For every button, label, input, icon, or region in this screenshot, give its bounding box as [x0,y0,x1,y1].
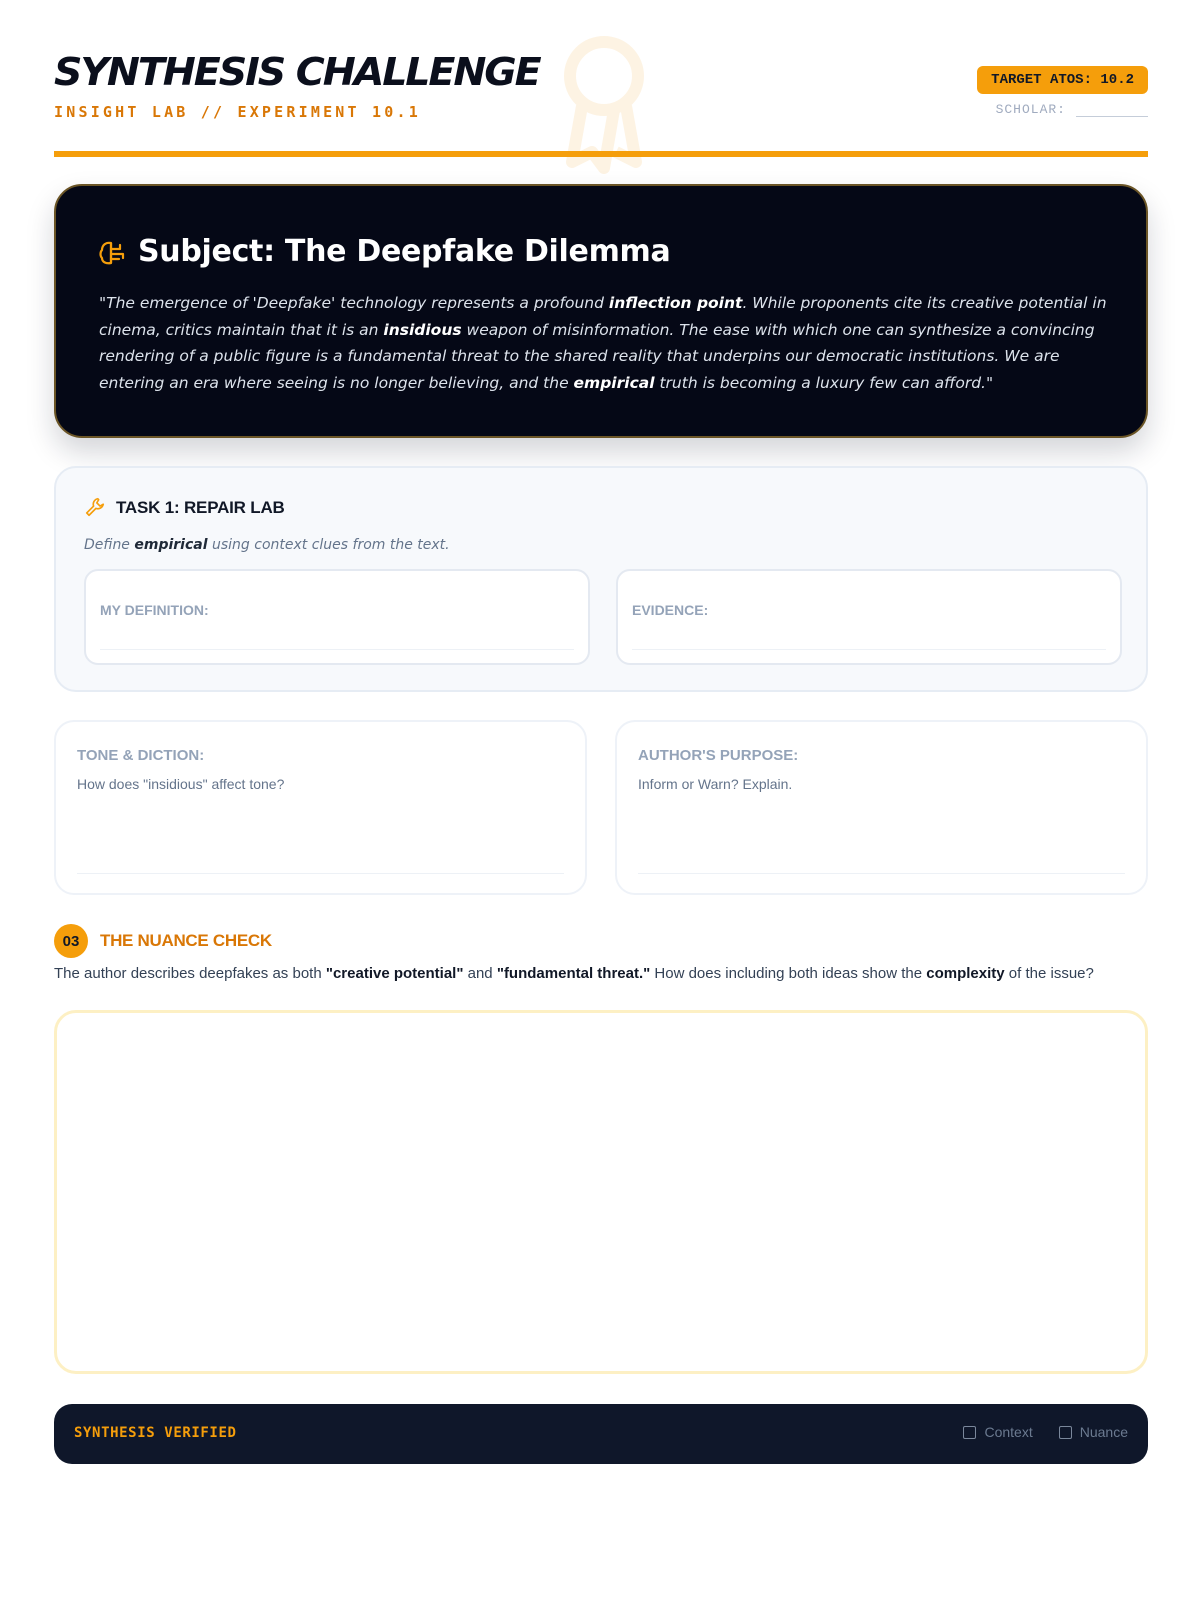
vocab-inflection-point: inflection point [608,294,743,312]
page-subtitle: INSIGHT LAB // EXPERIMENT 10.1 [54,103,421,121]
evidence-answer-box[interactable] [616,569,1122,665]
nuance-writing-area[interactable] [54,1010,1148,1374]
tone-writing-line[interactable] [77,873,564,874]
target-atos-badge: TARGET ATOS: 10.2 [977,66,1148,94]
section-number-badge: 03 [54,924,88,958]
subject-card [54,184,1148,438]
vocab-insidious: insidious [383,320,462,339]
subject-title: Subject: The Deepfake Dilemma [138,234,671,269]
authors-purpose-label: AUTHOR'S PURPOSE: [638,747,799,764]
scholar-label: SCHOLAR: [995,102,1066,117]
verification-checklist [963,1424,1128,1440]
nuance-check-title: THE NUANCE CHECK [100,931,272,950]
definition-answer-box[interactable] [84,569,590,665]
nuance-checkbox[interactable] [1059,1424,1128,1440]
header-divider [54,151,1148,157]
scholar-input-line[interactable] [1076,105,1148,117]
header [54,50,1148,158]
authors-purpose-question: Inform or Warn? Explain. [638,776,793,792]
footer-bar [54,1404,1148,1464]
task1-prompt: Define empirical using context clues from the text. [84,537,450,553]
purpose-writing-line[interactable] [638,873,1125,874]
evidence-label: EVIDENCE: [632,602,709,618]
definition-writing-line[interactable] [100,649,574,650]
context-checkbox[interactable] [963,1424,1032,1440]
nuance-check-label: Nuance [1079,1424,1128,1440]
subject-quote: "The emergence of 'Deepfake' technology represents a profound inflection point. While proponents cite its creative potential in cinema, critics maintain that it is an insidious weapon of misinformation. The ease with which one can synthesize a convincing rendering of a public figure is a fundamental threat to the shared reality that underpins our democratic institutions. We are entering an era where seeing is no longer believing, and the empirical truth is becoming a luxury few can afford." [99,294,1107,392]
evidence-writing-line[interactable] [632,649,1106,650]
checkbox-square[interactable] [1059,1426,1072,1439]
task1-repair-lab [54,466,1148,692]
tone-diction-card[interactable] [54,720,587,895]
wrench-icon [84,496,106,518]
context-check-label: Context [984,1424,1033,1440]
definition-label: MY DEFINITION: [100,602,209,618]
checkbox-square[interactable] [963,1426,976,1439]
page-title: SYNTHESIS CHALLENGE [54,50,540,94]
brain-icon [98,239,126,267]
nuance-check-prompt: The author describes deepfakes as both "creative potential" and "fundamental threat." How does including both ideas show the complexity of the issue? [54,965,1094,982]
tone-diction-question: How does "insidious" affect tone? [77,776,285,792]
authors-purpose-card[interactable] [615,720,1148,895]
worksheet-page [54,0,1148,1600]
synthesis-verified-label: SYNTHESIS VERIFIED [74,1425,237,1441]
scholar-field[interactable] [996,102,1148,117]
tone-diction-label: TONE & DICTION: [77,747,205,764]
vocab-empirical: empirical [573,373,655,392]
task1-title: TASK 1: REPAIR LAB [116,498,285,517]
